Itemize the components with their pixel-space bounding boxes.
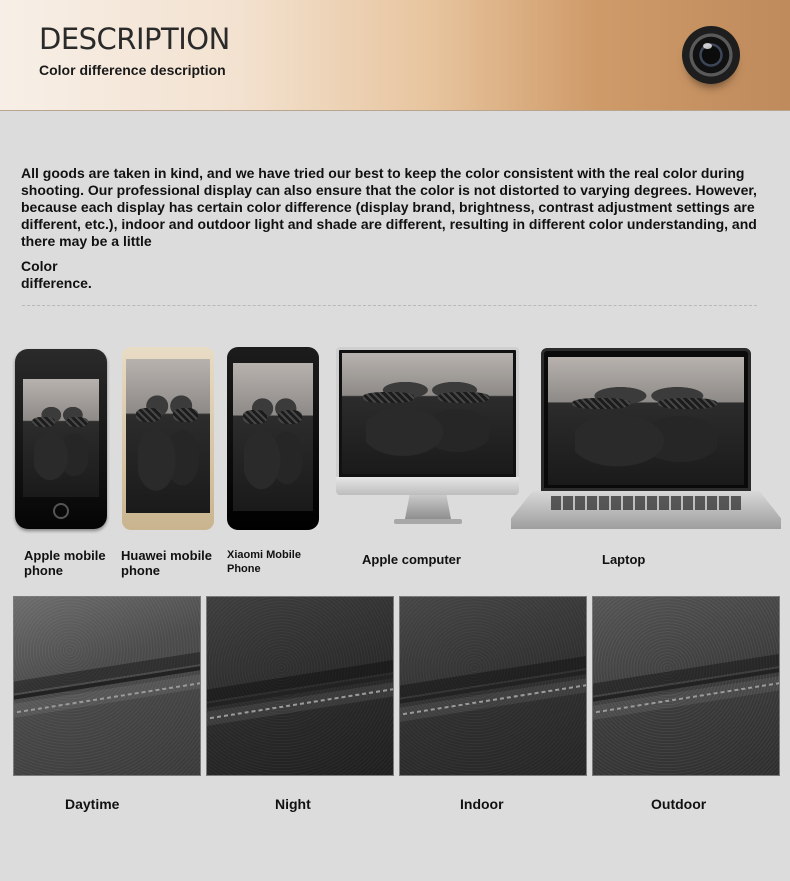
apple-phone-image xyxy=(15,349,107,529)
camera-lens-icon xyxy=(682,26,740,84)
device-label-apple-computer: Apple computer xyxy=(362,552,461,567)
huawei-phone-image xyxy=(122,347,214,530)
dashed-divider xyxy=(22,305,757,306)
lighting-label-outdoor: Outdoor xyxy=(651,796,707,812)
device-label-laptop: Laptop xyxy=(602,552,646,567)
leather-swatch-daytime xyxy=(13,596,201,776)
leather-swatch-outdoor xyxy=(592,596,780,776)
header-banner xyxy=(0,0,790,111)
lighting-label-indoor: Indoor xyxy=(460,796,504,812)
device-label-huawei-phone: Huawei mobile phone xyxy=(121,548,213,578)
description-tail: Color difference. xyxy=(21,258,92,291)
description-paragraph: All goods are taken in kind, and we have tried our best to keep the color consistent with the real color during shooting. Our professional display can also ensure that the color is not distorted to varying degrees. However, because each display has certain color difference (display brand, brightness, contrast adjustment settings are different, etc.), indoor and outdoor light and shade are different, resulting in different color understanding, and there may be a little xyxy=(21,165,757,249)
apple-computer-image xyxy=(336,347,519,527)
lighting-label-night: Night xyxy=(275,796,311,812)
page-title: DESCRIPTION xyxy=(39,22,230,56)
page-subtitle: Color difference description xyxy=(39,62,226,78)
laptop-image xyxy=(511,348,781,534)
leather-swatch-night xyxy=(206,596,394,776)
xiaomi-phone-image xyxy=(227,347,319,530)
device-label-apple-phone: Apple mobile phone xyxy=(24,548,106,578)
leather-swatch-indoor xyxy=(399,596,587,776)
device-label-xiaomi-phone: Xiaomi Mobile Phone xyxy=(227,549,301,575)
lighting-label-daytime: Daytime xyxy=(65,796,120,812)
